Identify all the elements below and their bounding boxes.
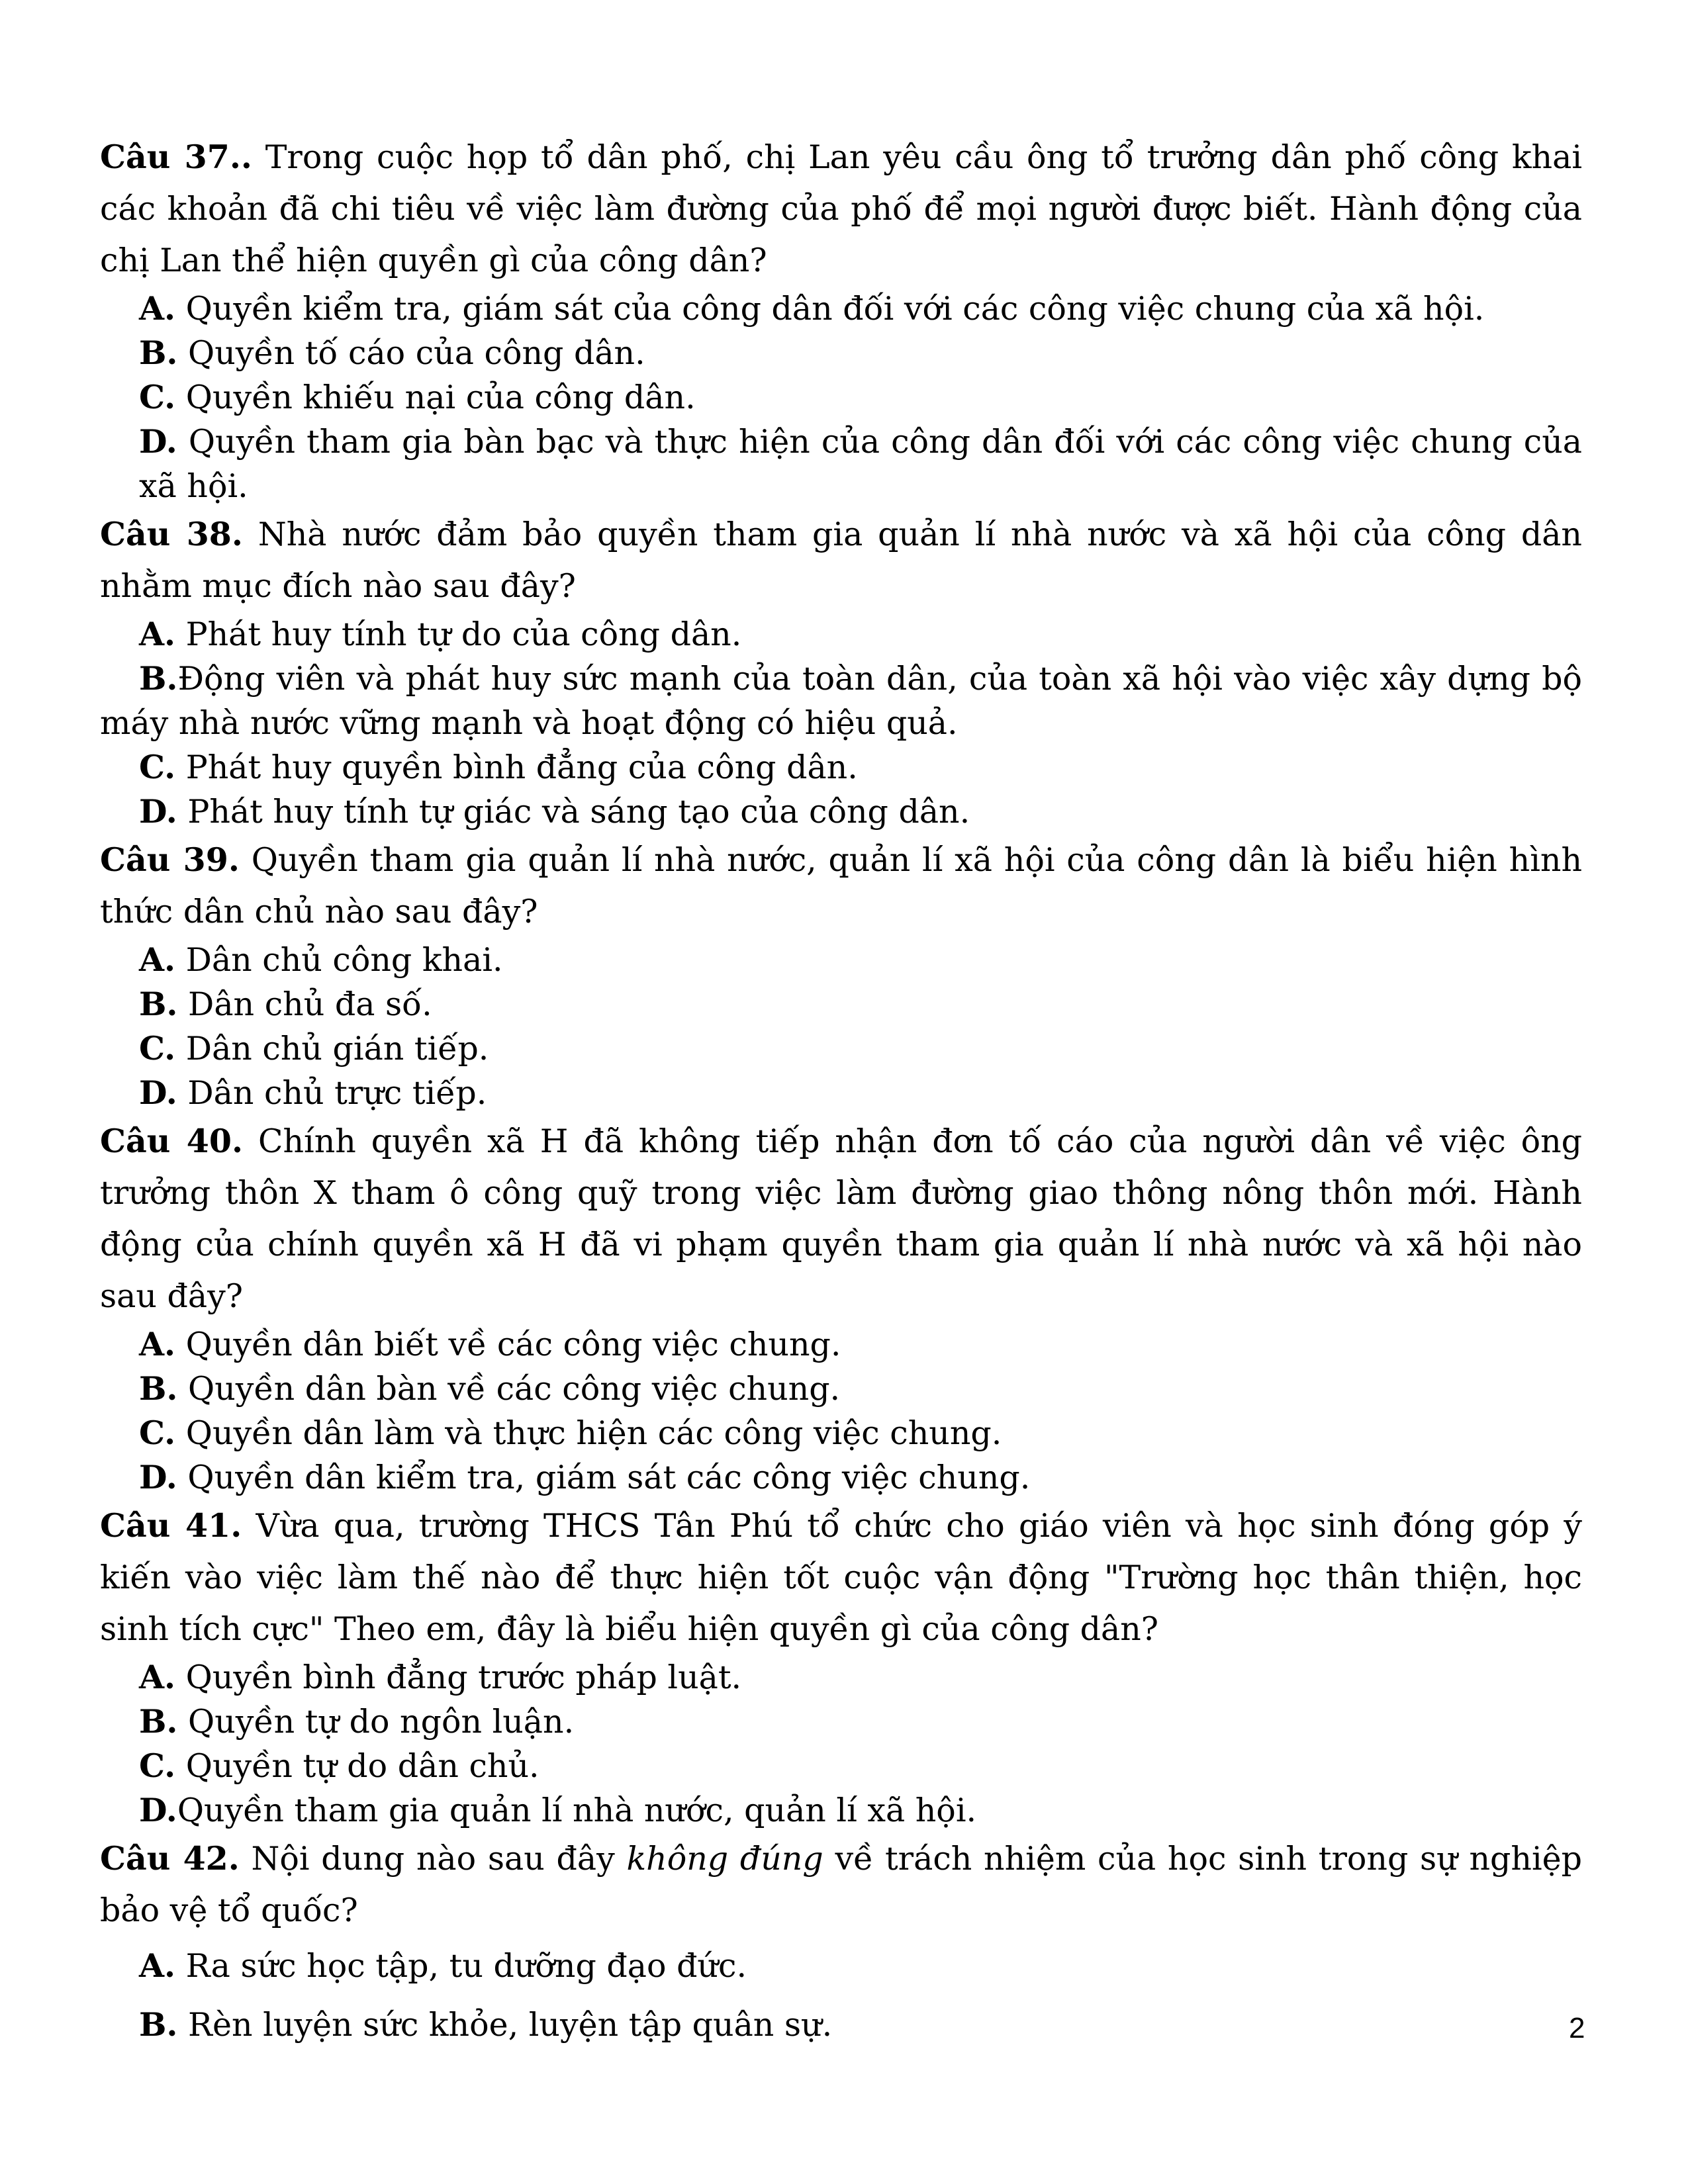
question-label: Câu 40. [100,1122,244,1160]
option-d[interactable] [100,420,1582,508]
option-label: C. [139,378,176,416]
option-label: A. [139,1325,176,1363]
question-text: Nội dung nào sau đây [239,1840,627,1878]
option-label: C. [139,1414,176,1452]
question-label: Câu 37.. [100,138,252,176]
option-text: Quyền dân bàn về các công việc chung. [177,1370,841,1408]
question-label: Câu 41. [100,1506,242,1545]
question-42 [100,1833,1582,1936]
option-text: Dân chủ gián tiếp. [175,1030,489,1068]
option-label: D. [139,1791,177,1829]
option-a[interactable] [100,1322,1582,1367]
question-label: Câu 42. [100,1839,240,1878]
option-label: B. [139,659,178,698]
question-37 [100,131,1582,287]
option-text: Rèn luyện sức khỏe, luyện tập quân sự. [177,2006,833,2044]
option-text: Quyền tự do dân chủ. [175,1747,539,1785]
question-40 [100,1115,1582,1322]
option-label: A. [139,1658,176,1696]
option-c[interactable] [100,1411,1582,1455]
option-text: Động viên và phát huy sức mạnh của toàn dân, của toàn xã hội vào việc xây dựng bộ máy nhà nước vững mạnh và hoạt động có hiệu quả. [100,660,1582,742]
question-text: Quyền tham gia quản lí nhà nước, quản lí xã hội của công dân là biểu hiện hình thức dân chủ nào sau đây? [100,841,1582,931]
question-38 [100,508,1582,612]
question-41 [100,1500,1582,1655]
option-text: Phát huy tính tự do của công dân. [175,615,742,653]
option-label: C. [139,1029,176,1068]
option-label: D. [139,422,177,461]
option-label: A. [139,615,176,653]
option-d[interactable] [100,1788,1582,1833]
option-text: Quyền tham gia quản lí nhà nước, quản lí xã hội. [177,1792,977,1829]
option-text: Quyền tham gia bàn bạc và thực hiện của công dân đối với các công việc chung của xã hội. [139,423,1582,505]
option-label: B. [139,2005,178,2044]
option-text: Phát huy tính tự giác và sáng tạo của công dân. [177,793,970,831]
option-label: D. [139,1073,177,1112]
option-b[interactable] [100,657,1582,745]
document-page [100,131,1582,2054]
option-c[interactable] [100,745,1582,790]
option-text: Quyền khiếu nại của công dân. [175,379,696,416]
question-label: Câu 39. [100,841,240,879]
option-d[interactable] [100,790,1582,834]
option-b[interactable] [100,331,1582,375]
question-39 [100,834,1582,938]
option-a[interactable] [100,612,1582,657]
option-text: Dân chủ đa số. [177,985,432,1023]
option-b[interactable] [100,1367,1582,1411]
option-c[interactable] [100,1026,1582,1071]
question-text: Vừa qua, trường THCS Tân Phú tổ chức cho giáo viên và học sinh đóng góp ý kiến vào việc làm thế nào để thực hiện tốt cuộc vận động "Trường học thân thiện, học sinh tích cực" Theo em, đây là biểu hiện quyền gì của công dân? [100,1507,1582,1648]
option-c[interactable] [100,1744,1582,1788]
option-b[interactable] [100,1700,1582,1744]
question-text: Nhà nước đảm bảo quyền tham gia quản lí nhà nước và xã hội của công dân nhằm mục đích nào sau đây? [100,516,1582,605]
option-c[interactable] [100,375,1582,420]
option-text: Quyền dân kiểm tra, giám sát các công việc chung. [177,1459,1031,1496]
question-emphasis: không đúng [626,1840,823,1878]
option-text: Dân chủ trực tiếp. [177,1074,487,1112]
option-label: C. [139,1747,176,1785]
option-text: Quyền tố cáo của công dân. [177,334,645,372]
option-a[interactable] [100,938,1582,982]
question-text-end: về trách nhiệm của học sinh trong sự nghiệp bảo vệ tổ quốc? [100,1840,1582,1929]
option-label: C. [139,748,176,786]
question-text: Trong cuộc họp tổ dân phố, chị Lan yêu cầu ông tổ trưởng dân phố công khai các khoản đã chi tiêu về việc làm đường của phố để mọi người được biết. Hành động của chị Lan thể hiện quyền gì của công dân? [100,138,1582,279]
option-a[interactable] [100,287,1582,331]
option-label: B. [139,1702,178,1741]
option-text: Dân chủ công khai. [175,941,503,979]
option-text: Phát huy quyền bình đẳng của công dân. [175,749,858,786]
option-text: Quyền kiểm tra, giám sát của công dân đối với các công việc chung của xã hội. [175,290,1485,328]
option-text: Quyền dân làm và thực hiện các công việc chung. [175,1414,1002,1452]
option-label: A. [139,289,176,328]
option-text: Quyền bình đẳng trước pháp luật. [175,1659,742,1696]
page-number: 2 [1569,2012,1585,2044]
option-b[interactable] [100,1995,1582,2054]
option-label: B. [139,1369,178,1408]
option-a[interactable] [100,1655,1582,1700]
option-a[interactable] [100,1936,1582,1995]
option-text: Ra sức học tập, tu dưỡng đạo đức. [175,1947,747,1985]
option-text: Quyền tự do ngôn luận. [177,1703,575,1741]
option-label: A. [139,1946,176,1985]
option-d[interactable] [100,1071,1582,1115]
option-text: Quyền dân biết về các công việc chung. [175,1326,841,1363]
option-label: B. [139,985,178,1023]
option-d[interactable] [100,1455,1582,1500]
option-label: A. [139,940,176,979]
option-label: B. [139,334,178,372]
question-label: Câu 38. [100,515,243,553]
option-label: D. [139,792,177,831]
question-text: Chính quyền xã H đã không tiếp nhận đơn tố cáo của người dân về việc ông trưởng thôn X tham ô công quỹ trong việc làm đường giao thông nông thôn mới. Hành động của chính quyền xã H đã vi phạm quyền tham gia quản lí nhà nước và xã hội nào sau đây? [100,1122,1582,1315]
option-b[interactable] [100,982,1582,1026]
option-label: D. [139,1458,177,1496]
